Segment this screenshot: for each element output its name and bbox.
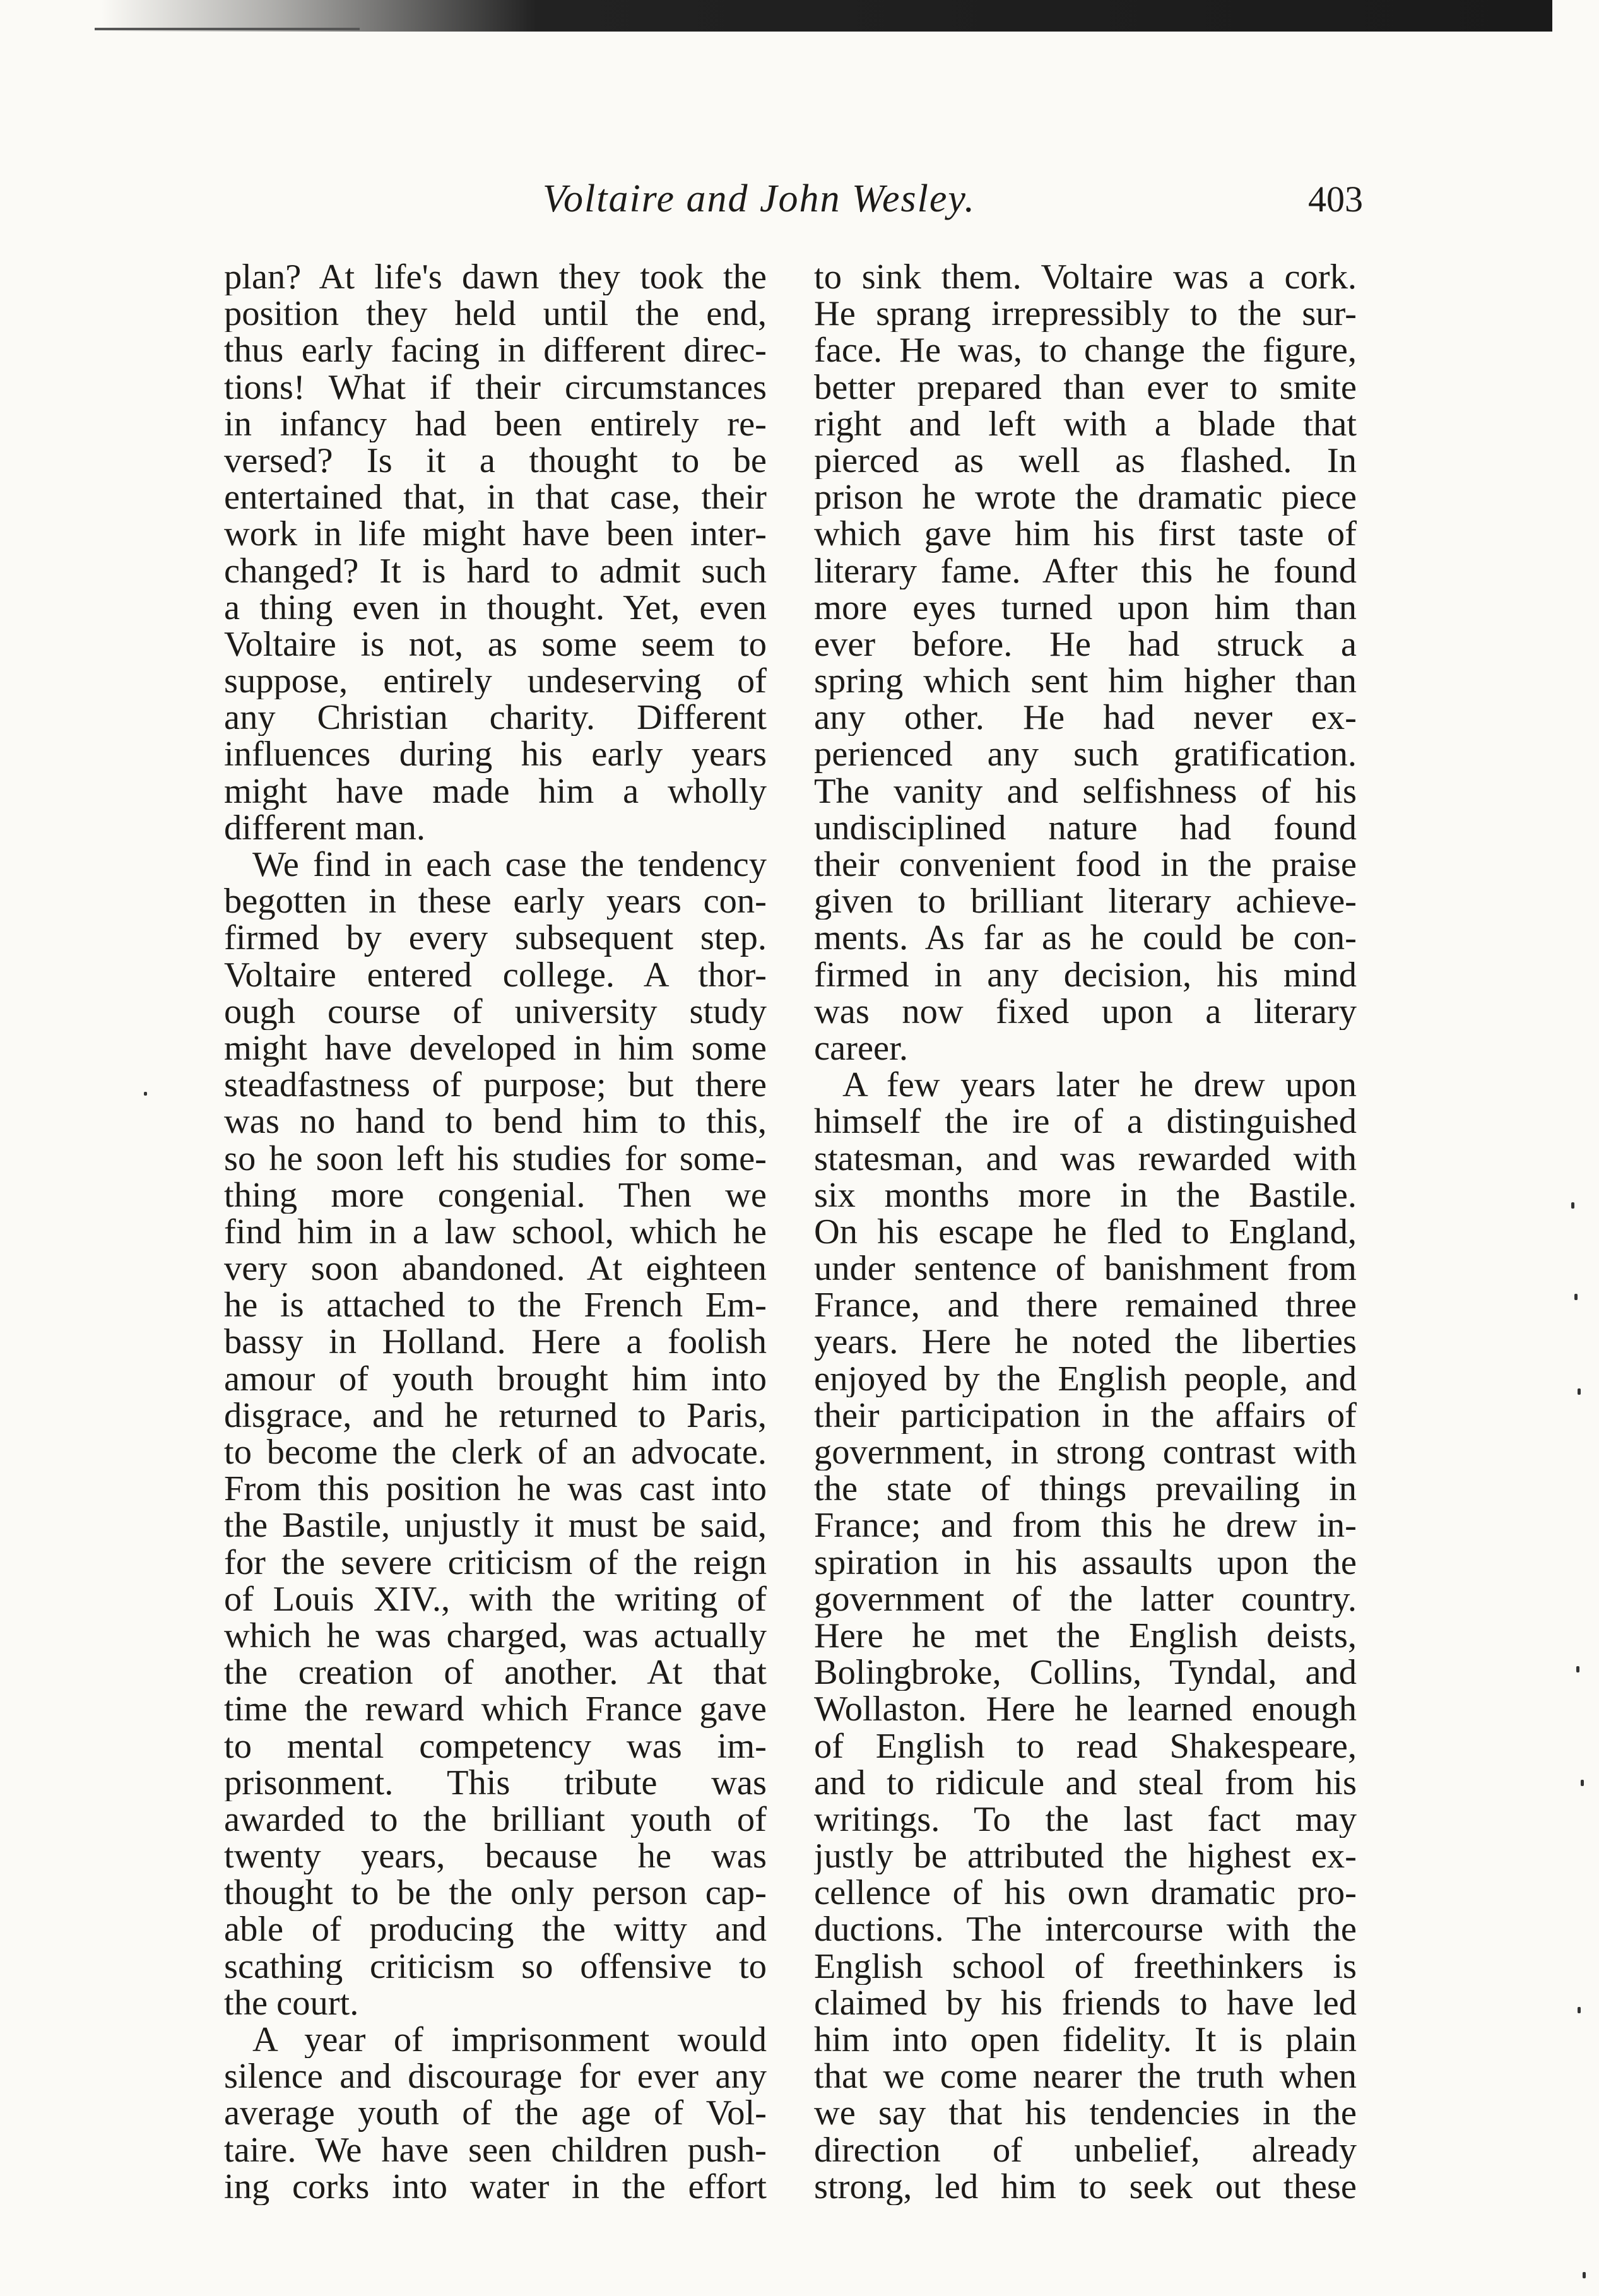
text-line: years. Here he noted the liberties (814, 1323, 1357, 1361)
text-line: their participation in the affairs of (814, 1397, 1357, 1434)
text-line: work in life might have been inter- (224, 516, 767, 553)
text-line: He sprang irrepressibly to the sur- (814, 295, 1357, 333)
running-title: Voltaire and John Wesley. (543, 177, 976, 220)
text-line: From this position he was cast into (224, 1471, 767, 1508)
scan-speck (144, 1092, 147, 1096)
text-line: English school of freethinkers is (814, 1948, 1357, 1985)
text-line: prison he wrote the dramatic piece (814, 479, 1357, 516)
text-line: On his escape he fled to England, (814, 1213, 1357, 1251)
text-line: government, in strong contrast with (814, 1434, 1357, 1471)
text-column-right (814, 259, 1357, 2205)
text-line: disgrace, and he returned to Paris, (224, 1397, 767, 1434)
text-line: plan? At life's dawn they took the (224, 259, 767, 296)
scan-speck (1571, 1202, 1574, 1209)
text-line: to mental competency was im- (224, 1727, 767, 1765)
text-line: very soon abandoned. At eighteen (224, 1250, 767, 1287)
scan-speck (1578, 1388, 1581, 1395)
text-line: the Bastile, unjustly it must be said, (224, 1507, 767, 1544)
text-line: We find in each case the tendency (252, 846, 767, 884)
text-line: might have developed in him some (224, 1029, 767, 1067)
text-line: enjoyed by the English people, and (814, 1360, 1357, 1397)
text-line: undisciplined nature had found (814, 809, 1357, 846)
text-line: able of producing the witty and (224, 1911, 767, 1948)
running-head (227, 177, 1363, 234)
text-line: to sink them. Voltaire was a cork. (814, 259, 1357, 296)
text-line: ough course of university study (224, 993, 767, 1030)
scan-edge-rule (95, 28, 360, 30)
text-line: of English to read Shakespeare, (814, 1727, 1357, 1765)
text-line: more eyes turned upon him than (814, 589, 1357, 626)
text-line: The vanity and selfishness of his (814, 772, 1357, 810)
text-line: himself the ire of a distinguished (814, 1103, 1357, 1140)
text-line: any Christian charity. Different (224, 699, 767, 737)
scan-speck (1583, 2272, 1586, 2278)
text-line: amour of youth brought him into (224, 1360, 767, 1397)
text-line: that we come nearer the truth when (814, 2058, 1357, 2095)
text-line: ductions. The intercourse with the (814, 1911, 1357, 1948)
text-line: face. He was, to change the figure, (814, 332, 1357, 369)
text-line: which gave him his first taste of (814, 516, 1357, 553)
text-column-left (224, 259, 767, 2205)
text-line: firmed by every subsequent step. (224, 920, 767, 957)
text-line: thus early facing in different direc- (224, 332, 767, 369)
text-line: versed? Is it a thought to be (224, 442, 767, 480)
text-line: spring which sent him higher than (814, 663, 1357, 700)
text-line: to become the clerk of an advocate. (224, 1434, 767, 1471)
text-line: France; and from this he drew in- (814, 1507, 1357, 1544)
text-line: thing more congenial. Then we (224, 1176, 767, 1214)
text-line: suppose, entirely undeserving of (224, 663, 767, 700)
text-line: different man. (224, 809, 425, 846)
text-line: given to brilliant literary achieve- (814, 883, 1357, 920)
text-line: changed? It is hard to admit such (224, 552, 767, 589)
text-line: A few years later he drew upon (842, 1067, 1357, 1104)
text-line: silence and discourage for ever any (224, 2058, 767, 2095)
page-number: 403 (1308, 179, 1363, 220)
text-line: right and left with a blade that (814, 405, 1357, 442)
text-line: we say that his tendencies in the (814, 2095, 1357, 2132)
text-line: France, and there remained three (814, 1287, 1357, 1324)
text-line: he is attached to the French Em- (224, 1287, 767, 1324)
text-line: find him in a law school, which he (224, 1213, 767, 1251)
text-line: the court. (224, 1984, 359, 2021)
text-line: awarded to the brilliant youth of (224, 1801, 767, 1838)
text-line: firmed in any decision, his mind (814, 956, 1357, 993)
text-line: him into open fidelity. It is plain (814, 2021, 1357, 2059)
text-line: the creation of another. At that (224, 1654, 767, 1691)
text-line: statesman, and was rewarded with (814, 1140, 1357, 1177)
scan-speck (1578, 2007, 1581, 2013)
text-line: justly be attributed the highest ex- (814, 1838, 1357, 1875)
text-line: tions! What if their circumstances (224, 369, 767, 406)
text-line: spiration in his assaults upon the (814, 1544, 1357, 1581)
text-line: Bolingbroke, Collins, Tyndal, and (814, 1654, 1357, 1691)
text-line: Voltaire is not, as some seem to (224, 625, 767, 663)
text-line: was now fixed upon a literary (814, 993, 1357, 1030)
scan-speck (1574, 1294, 1578, 1300)
text-line: six months more in the Bastile. (814, 1176, 1357, 1214)
text-line: any other. He had never ex- (814, 699, 1357, 737)
text-line: average youth of the age of Vol- (224, 2095, 767, 2132)
text-line: in infancy had been entirely re- (224, 405, 767, 442)
text-line: influences during his early years (224, 736, 767, 773)
text-line: their convenient food in the praise (814, 846, 1357, 884)
text-line: cellence of his own dramatic pro- (814, 1874, 1357, 1912)
text-line: Wollaston. Here he learned enough (814, 1691, 1357, 1728)
text-line: literary fame. After this he found (814, 552, 1357, 589)
text-line: claimed by his friends to have led (814, 1984, 1357, 2021)
text-line: twenty years, because he was (224, 1838, 767, 1875)
text-line: Here he met the English deists, (814, 1617, 1357, 1655)
scan-edge-bar (101, 0, 1552, 32)
text-line: bassy in Holland. Here a foolish (224, 1323, 767, 1361)
text-line: steadfastness of purpose; but there (224, 1067, 767, 1104)
text-line: A year of imprisonment would (252, 2021, 767, 2059)
text-line: so he soon left his studies for some- (224, 1140, 767, 1177)
text-line: was no hand to bend him to this, (224, 1103, 767, 1140)
text-line: writings. To the last fact may (814, 1801, 1357, 1838)
text-line: ments. As far as he could be con- (814, 920, 1357, 957)
text-line: thought to be the only person cap- (224, 1874, 767, 1912)
text-line: Voltaire entered college. A thor- (224, 956, 767, 993)
scan-speck (1581, 1780, 1584, 1786)
text-line: for the severe criticism of the reign (224, 1544, 767, 1581)
text-line: strong, led him to seek out these (814, 2168, 1357, 2205)
text-line: and to ridicule and steal from his (814, 1764, 1357, 1801)
text-line: ing corks into water in the effort (224, 2168, 767, 2205)
text-line: perienced any such gratification. (814, 736, 1357, 773)
text-line: taire. We have seen children push- (224, 2131, 767, 2169)
text-line: a thing even in thought. Yet, even (224, 589, 767, 626)
text-line: begotten in these early years con- (224, 883, 767, 920)
text-line: government of the latter country. (814, 1580, 1357, 1618)
text-line: ever before. He had struck a (814, 625, 1357, 663)
text-line: under sentence of banishment from (814, 1250, 1357, 1287)
text-line: which he was charged, was actually (224, 1617, 767, 1655)
text-line: scathing criticism so offensive to (224, 1948, 767, 1985)
text-line: entertained that, in that case, their (224, 479, 767, 516)
text-line: prisonment. This tribute was (224, 1764, 767, 1801)
text-line: direction of unbelief, already (814, 2131, 1357, 2169)
text-line: of Louis XIV., with the writing of (224, 1580, 767, 1618)
text-line: pierced as well as flashed. In (814, 442, 1357, 480)
text-line: might have made him a wholly (224, 772, 767, 810)
text-line: the state of things prevailing in (814, 1471, 1357, 1508)
text-line: time the reward which France gave (224, 1691, 767, 1728)
text-line: career. (814, 1029, 908, 1067)
text-line: position they held until the end, (224, 295, 767, 333)
text-line: better prepared than ever to smite (814, 369, 1357, 406)
scan-speck (1576, 1666, 1579, 1672)
